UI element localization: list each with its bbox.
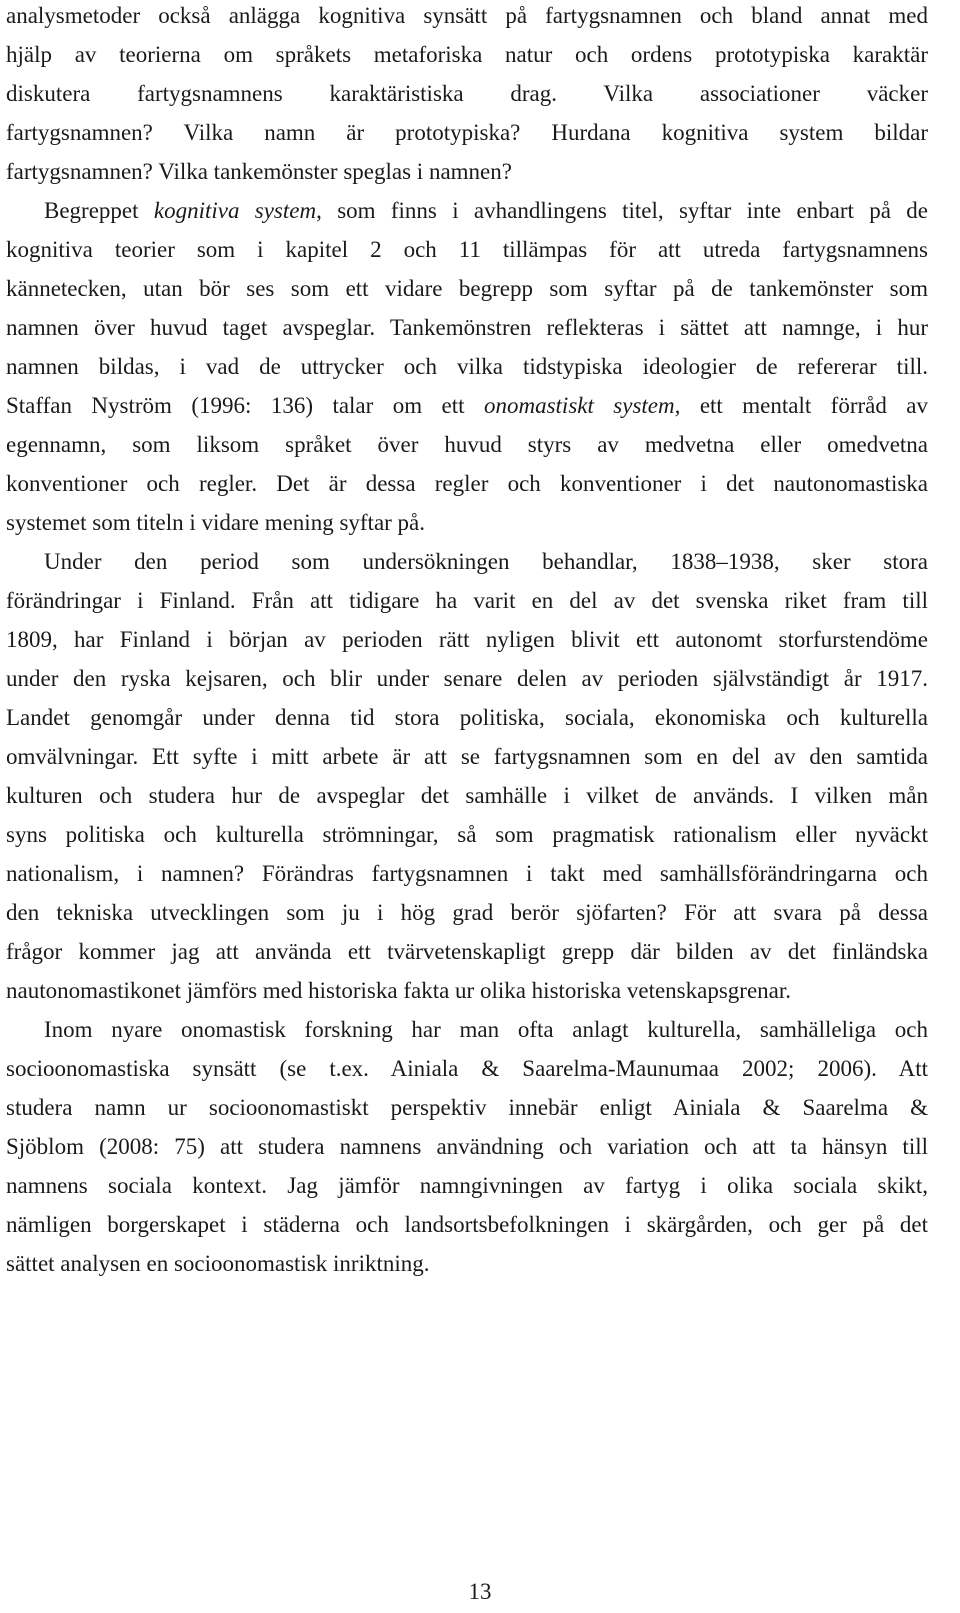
text-line: Sjöblom (2008: 75) att studera namnens användning och variation och att ta hänsyn till [6, 1134, 928, 1159]
text-line: kognitiva teorier som i kapitel 2 och 11 tillämpas för att utreda fartygsnamnens [6, 237, 928, 262]
text-line: Inom nyare onomastisk forskning har man ofta anlagt kulturella, samhälleliga och [44, 1017, 928, 1042]
text-line: nautonomastikonet jämförs med historiska fakta ur olika historiska vetenskapsgrenar. [6, 978, 792, 1003]
text-line: Staffan Nyström (1996: 136) talar om ett onomastiskt system, ett mentalt förråd av [6, 393, 928, 418]
text-line: fartygsnamnen? Vilka tankemönster speglas i namnen? [6, 159, 512, 184]
text-line: fartygsnamnen? Vilka namn är prototypiska? Hurdana kognitiva system bildar [6, 120, 928, 145]
text-line: sättet analysen en socioonomastisk inriktning. [6, 1251, 430, 1276]
text-line: Landet genomgår under denna tid stora politiska, sociala, ekonomiska och kulturella [6, 705, 928, 730]
text-line: namnens sociala kontext. Jag jämför namngivningen av fartyg i olika sociala skikt, [6, 1173, 928, 1198]
text-line: omvälvningar. Ett syfte i mitt arbete är att se fartygsnamnen som en del av den samtida [6, 744, 928, 769]
text-line: förändringar i Finland. Från att tidigare ha varit en del av det svenska riket fram till [6, 588, 928, 613]
text-line: egennamn, som liksom språket över huvud styrs av medvetna eller omedvetna [6, 432, 928, 457]
text-line: syns politiska och kulturella strömningar, så som pragmatisk rationalism eller nyväckt [6, 822, 928, 847]
text-line: den tekniska utvecklingen som ju i hög grad berör sjöfarten? För att svara på dessa [6, 900, 928, 925]
text-line: nationalism, i namnen? Förändras fartygsnamnen i takt med samhällsförändringarna och [6, 861, 928, 886]
text-line: nämligen borgerskapet i städerna och landsortsbefolkningen i skärgården, och ger på det [6, 1212, 928, 1237]
text-line: systemet som titeln i vidare mening syftar på. [6, 510, 426, 535]
page-number: 13 [468, 1579, 492, 1604]
text-line: namnen bildas, i vad de uttrycker och vilka tidstypiska ideologier de refererar till. [6, 354, 928, 379]
text-line: kulturen och studera hur de avspeglar det samhälle i vilket de används. I vilken mån [6, 783, 928, 808]
text-line: Under den period som undersökningen behandlar, 1838–1938, sker stora [44, 549, 928, 574]
text-line: analysmetoder också anlägga kognitiva synsätt på fartygsnamnen och bland annat med [6, 3, 928, 28]
text-line: frågor kommer jag att använda ett tvärvetenskapligt grepp där bilden av det finländska [6, 939, 928, 964]
text-line: socioonomastiska synsätt (se t.ex. Ainiala & Saarelma-Maunumaa 2002; 2006). Att [6, 1056, 928, 1081]
text-line: 1809, har Finland i början av perioden rätt nyligen blivit ett autonomt storfurstendöme [6, 627, 928, 652]
text-line: diskutera fartygsnamnens karaktäristiska drag. Vilka associationer väcker [6, 81, 928, 106]
text-line: namnen över huvud taget avspeglar. Tankemönstren reflekteras i sättet att namnge, i hur [6, 315, 928, 340]
text-line: studera namn ur socioonomastiskt perspektiv innebär enligt Ainiala & Saarelma & [6, 1095, 928, 1120]
text-line: Begreppet kognitiva system, som finns i avhandlingens titel, syftar inte enbart på de [44, 198, 929, 223]
text-line: kännetecken, utan bör ses som ett vidare begrepp som syftar på de tankemönster som [6, 276, 928, 301]
italic-term: kognitiva system [153, 198, 317, 223]
text-line: hjälp av teorierna om språkets metaforiska natur och ordens prototypiska karaktär [6, 42, 928, 67]
italic-term: onomastiskt system, [483, 393, 681, 418]
text-line: konventioner och regler. Det är dessa regler och konventioner i det nautonomastiska [6, 471, 928, 496]
text-line: under den ryska kejsaren, och blir under senare delen av perioden självständigt år 1917. [6, 666, 928, 691]
